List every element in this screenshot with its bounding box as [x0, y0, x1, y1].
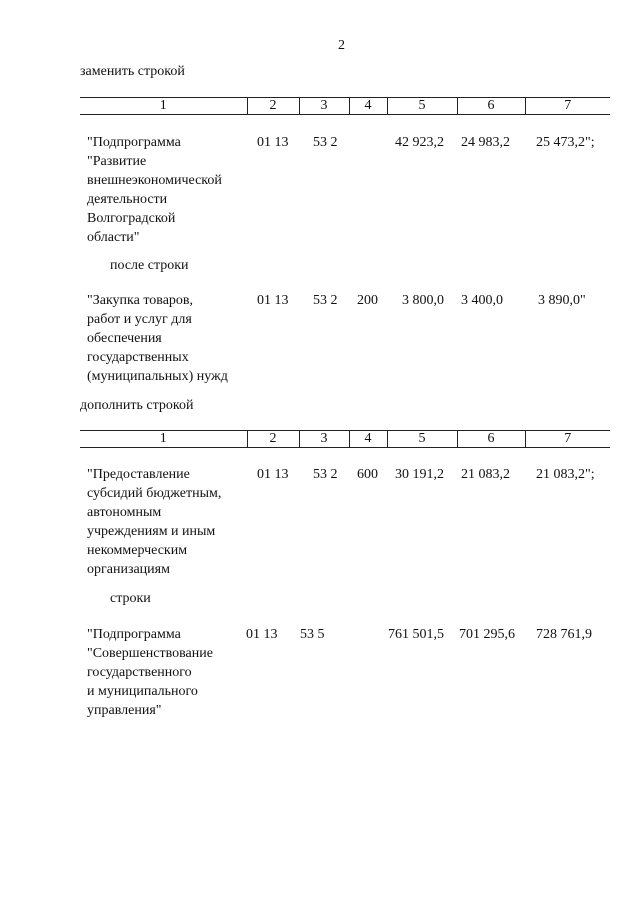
name-line: Волгоградской: [87, 211, 176, 226]
column-header-table-2: [80, 430, 610, 448]
name-line: некоммерческим: [87, 543, 188, 558]
header-col-5: 5: [387, 98, 457, 115]
cell-col-3: 53 2: [313, 293, 338, 308]
cell-col-7: 3 890,0": [538, 293, 586, 308]
name-line: автономным: [87, 505, 162, 520]
row-name-procurement: [87, 291, 257, 386]
cell-col-6: 3 400,0: [461, 293, 503, 308]
intro-append-label: дополнить строкой: [80, 398, 194, 413]
cell-col-2: 01 13: [246, 627, 278, 642]
name-line: "Совершенствование: [87, 646, 213, 661]
header-col-3: 3: [299, 431, 349, 448]
header-row: [80, 431, 610, 448]
column-header-table-1: [80, 97, 610, 115]
cell-col-2: 01 13: [257, 293, 289, 308]
name-line: "Предоставление: [87, 467, 190, 482]
cell-col-3: 53 2: [313, 467, 338, 482]
header-col-6: 6: [457, 98, 525, 115]
cell-col-5: 30 191,2: [395, 467, 444, 482]
header-col-2: 2: [247, 98, 299, 115]
header-col-6: 6: [457, 431, 525, 448]
name-line: государственных: [87, 350, 189, 365]
after-row-label: после строки: [110, 258, 189, 273]
name-line: учреждениям и иным: [87, 524, 216, 539]
header-col-7: 7: [525, 98, 610, 115]
name-line: области": [87, 230, 140, 245]
cell-col-6: 24 983,2: [461, 135, 510, 150]
cell-col-6: 701 295,6: [459, 627, 515, 642]
header-col-3: 3: [299, 98, 349, 115]
name-line: "Развитие: [87, 154, 147, 169]
cell-col-5: 761 501,5: [388, 627, 444, 642]
header-col-4: 4: [349, 431, 387, 448]
header-col-7: 7: [525, 431, 610, 448]
cell-col-4: 200: [357, 293, 378, 308]
cell-col-7: 728 761,9: [536, 627, 592, 642]
header-col-1: 1: [80, 98, 247, 115]
name-line: управления": [87, 703, 162, 718]
cell-col-7: 25 473,2";: [536, 135, 595, 150]
page-number: 2: [338, 38, 345, 53]
cell-col-5: 42 923,2: [395, 135, 444, 150]
row-name-subprogram-foreign-economic: [87, 133, 257, 247]
header-col-2: 2: [247, 431, 299, 448]
cell-col-6: 21 083,2: [461, 467, 510, 482]
row-name-subsidies: [87, 465, 257, 579]
header-col-1: 1: [80, 431, 247, 448]
header-col-4: 4: [349, 98, 387, 115]
cell-col-2: 01 13: [257, 467, 289, 482]
rows-label: строки: [110, 591, 151, 606]
cell-col-2: 01 13: [257, 135, 289, 150]
name-line: "Закупка товаров,: [87, 293, 194, 308]
cell-col-3: 53 2: [313, 135, 338, 150]
header-row: [80, 98, 610, 115]
name-line: "Подпрограмма: [87, 135, 181, 150]
name-line: организациям: [87, 562, 170, 577]
name-line: деятельности: [87, 192, 168, 207]
intro-replace-label: заменить строкой: [80, 64, 185, 79]
name-line: государственного: [87, 665, 192, 680]
cell-col-4: 600: [357, 467, 378, 482]
name-line: "Подпрограмма: [87, 627, 181, 642]
name-line: и муниципального: [87, 684, 198, 699]
row-name-subprogram-public-administration: [87, 625, 257, 720]
cell-col-7: 21 083,2";: [536, 467, 595, 482]
cell-col-5: 3 800,0: [402, 293, 444, 308]
name-line: субсидий бюджетным,: [87, 486, 222, 501]
name-line: обеспечения: [87, 331, 162, 346]
header-col-5: 5: [387, 431, 457, 448]
name-line: внешнеэкономической: [87, 173, 222, 188]
name-line: (муниципальных) нужд: [87, 369, 228, 384]
cell-col-3: 53 5: [300, 627, 325, 642]
name-line: работ и услуг для: [87, 312, 192, 327]
